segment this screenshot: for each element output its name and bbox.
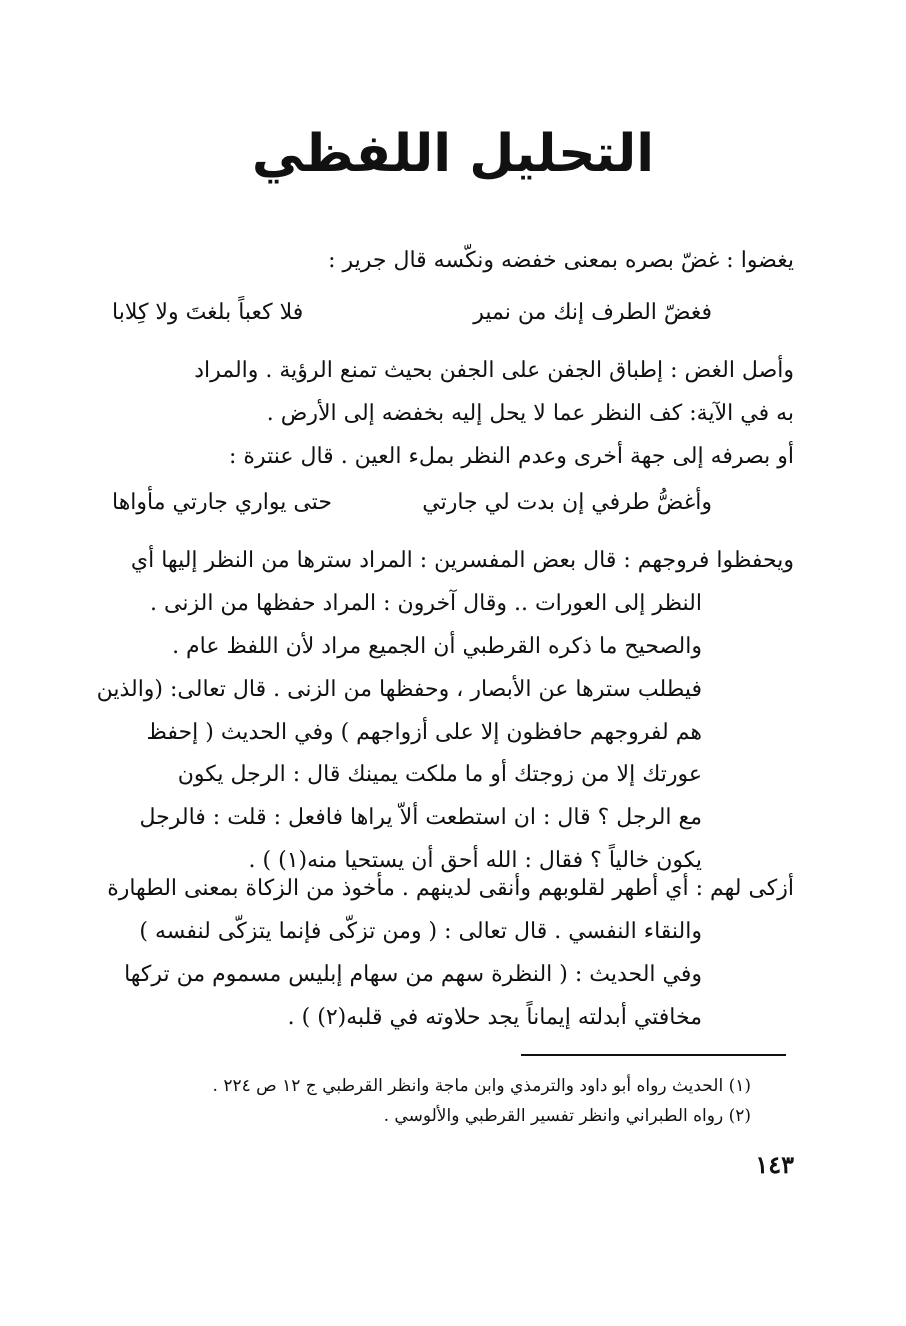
page-title: التحليل اللفظي [251, 124, 655, 184]
paragraph-ghadd-origin [104, 350, 794, 479]
verse-jarir [112, 300, 712, 325]
footnote-2: (٢) رواه الطبراني وانظر تفسير القرطبي والألوسي . [383, 1105, 751, 1126]
entry-line: يغضوا : غضّ بصره بمعنى خفضه ونكّسه قال جرير : [328, 248, 794, 273]
verse-second-hemistich: فلا كعباً بلغتَ ولا كِلابا [112, 300, 304, 325]
entry-line: هم لفروجهم حافظون إلا على أزواجهم ) وفي الحديث ( إحفظ [146, 719, 702, 745]
footnote-divider [521, 1054, 786, 1056]
verse-first-hemistich: فغضّ الطرف إنك من نمير [473, 300, 712, 325]
entry-line: النظر إلى العورات .. وقال آخرون : المراد حفظها من الزنى . [150, 590, 702, 616]
verse-second-hemistich: حتى يواري جارتي مأواها [112, 490, 332, 515]
paragraph-line: به في الآية: كف النظر عما لا يحل إليه بخفضه إلى الأرض . [266, 400, 794, 426]
entry-line: عورتك إلا من زوجتك أو ما ملكت يمينك قال : الرجل يكون [177, 762, 702, 788]
entry-line: مع الرجل ؟ قال : ان استطعت ألاّ يراها فافعل : قلت : فالرجل [139, 805, 702, 831]
entry-line: والصحيح ما ذكره القرطبي أن الجميع مراد لأن اللفظ عام . [172, 633, 702, 659]
entry-line: أزكى لهم : أي أطهر لقلوبهم وأنقى لدينهم . مأخوذ من الزكاة بمعنى الطهارة [107, 876, 794, 901]
entry-yaghuddu [104, 240, 794, 283]
entry-line: يكون خالياً ؟ فقال : الله أحق أن يستحيا منه(١) ) . [248, 848, 702, 874]
verse-first-hemistich: وأغضُّ طرفي إن بدت لي جارتي [422, 490, 712, 515]
verse-antara [112, 490, 712, 515]
footnote-1: (١) الحديث رواه أبو داود والترمذي وابن ماجة وانظر القرطبي ج ١٢ ص ٢٢٤ . [212, 1076, 751, 1096]
paragraph-line: وأصل الغض : إطباق الجفن على الجفن بحيث تمنع الرؤية . والمراد [194, 358, 794, 383]
entry-line: فيطلب سترها عن الأبصار ، وحفظها من الزنى . قال تعالى: (والذين [96, 676, 702, 702]
paragraph-line: أو بصرفه إلى جهة أخرى وعدم النظر بملء العين . قال عنترة : [229, 443, 794, 469]
entry-yahfazu [96, 540, 794, 883]
footnotes [131, 1072, 751, 1132]
page-number: ١٤٣ [755, 1150, 794, 1179]
entry-azka [104, 868, 794, 1040]
entry-line: وفي الحديث : ( النظرة سهم من سهام إبليس مسموم من تركها [124, 961, 702, 987]
entry-line: ويحفظوا فروجهم : قال بعض المفسرين : المراد سترها من النظر إليها أي [130, 548, 794, 573]
entry-line: مخافتي أبدلته إيماناً يجد حلاوته في قلبه(٢) ) . [287, 1004, 702, 1030]
entry-line: والنقاء النفسي . قال تعالى : ( ومن تزكّى فإنما يتزكّى لنفسه ) [139, 918, 702, 944]
